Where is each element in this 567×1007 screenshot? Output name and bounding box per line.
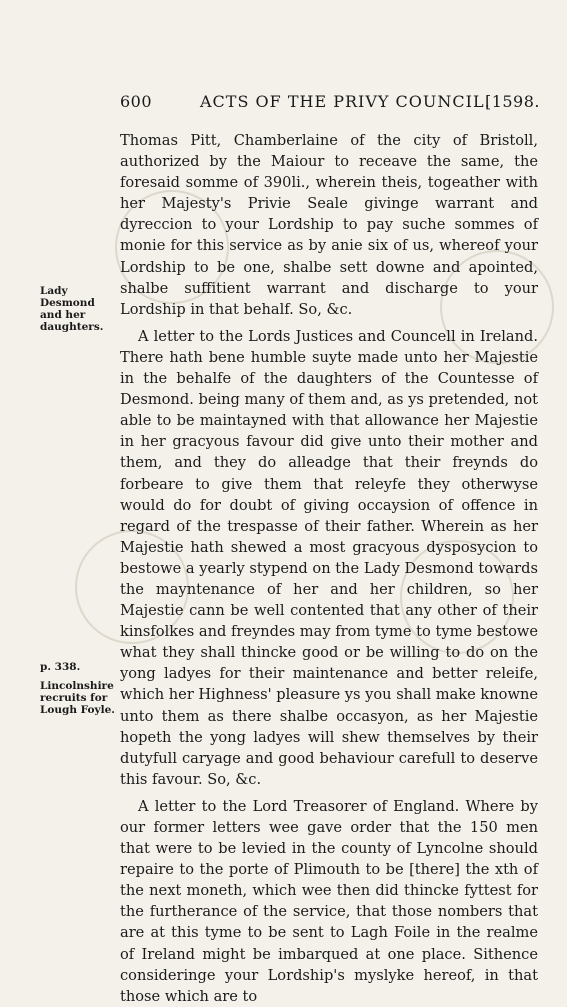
paragraph-desmond-letter: A letter to the Lords Justices and Councell in Ireland. There hath bene humble suyte made unto her Majestie in the behalfe of the daughters of the Countesse of Desmond. being many of them and, as ys pretended, not able to be maintayned with that allowance her Majestie in her gracyous favour did give unto their mother and them, and they do alleadge that their freynds do forbeare to give them that releyfe they otherwyse would do for doubt of giving occaysion of offence in regard of the trespasse of their father. Wherein as her Majestie hath shewed a most gracyous dysposycion to bestowe a yearly stypend on the Lady Desmond towards the mayntenance of her and her children, so her Majestie cann be well contented that any other of their kinsfolkes and freyndes may from tyme to tyme bestowe what they shall thincke good or be willing to do on the yong ladyes for their maintenance and better releife, which her Highness' pleasure ys you shall make knowne unto them as there shalbe occasyon, as her Majestie hopeth the yong ladyes will shew themselves by their dutyfull caryage and good behaviour carefull to deserve this favour. So, &c. [120,327,538,788]
body-text [120,130,538,1007]
page-number: 600 [120,92,153,111]
margin-note-page-ref: p. 338. [40,661,81,673]
margin-note-lady-desmond: Lady Desmond and her daughters. [40,285,104,333]
header-year: [1598. [484,92,540,111]
paragraph-treasurer-letter: A letter to the Lord Treasorer of England. Where by our former letters wee gave order that the 150 men that were to be levied in the county of Lyncolne should repaire to the porte of Plimouth to be [there] the xth of the next moneth, which wee then did thincke fyttest for the furtherance of the service, that those nombers that are at this tyme to be sent to Lagh Foile in the realme of Ireland might be imbarqued at one place. Sithence consideringe your Lordship's myslyke hereof, in that those which are to [120,797,538,1005]
paragraph-pitt: Thomas Pitt, Chamberlaine of the city of Bristoll, authorized by the Maiour to receave the same, the foresaid somme of 390li., wherein theis, togeather with her Majesty's Privie Seale givinge warrant and dyreccion to your Lordship to pay suche sommes of monie for this service as by anie six of us, whereof your Lordship to be one, shalbe sett downe and apointed, shalbe suffitient warrant and discharge to your Lordship in that behalf. So, &c. [120,132,538,318]
margin-note-lincolnshire: Lincolnshire recruits for Lough Foyle. [40,680,115,716]
page-header [120,92,540,114]
running-title: ACTS OF THE PRIVY COUNCIL. [200,92,491,111]
